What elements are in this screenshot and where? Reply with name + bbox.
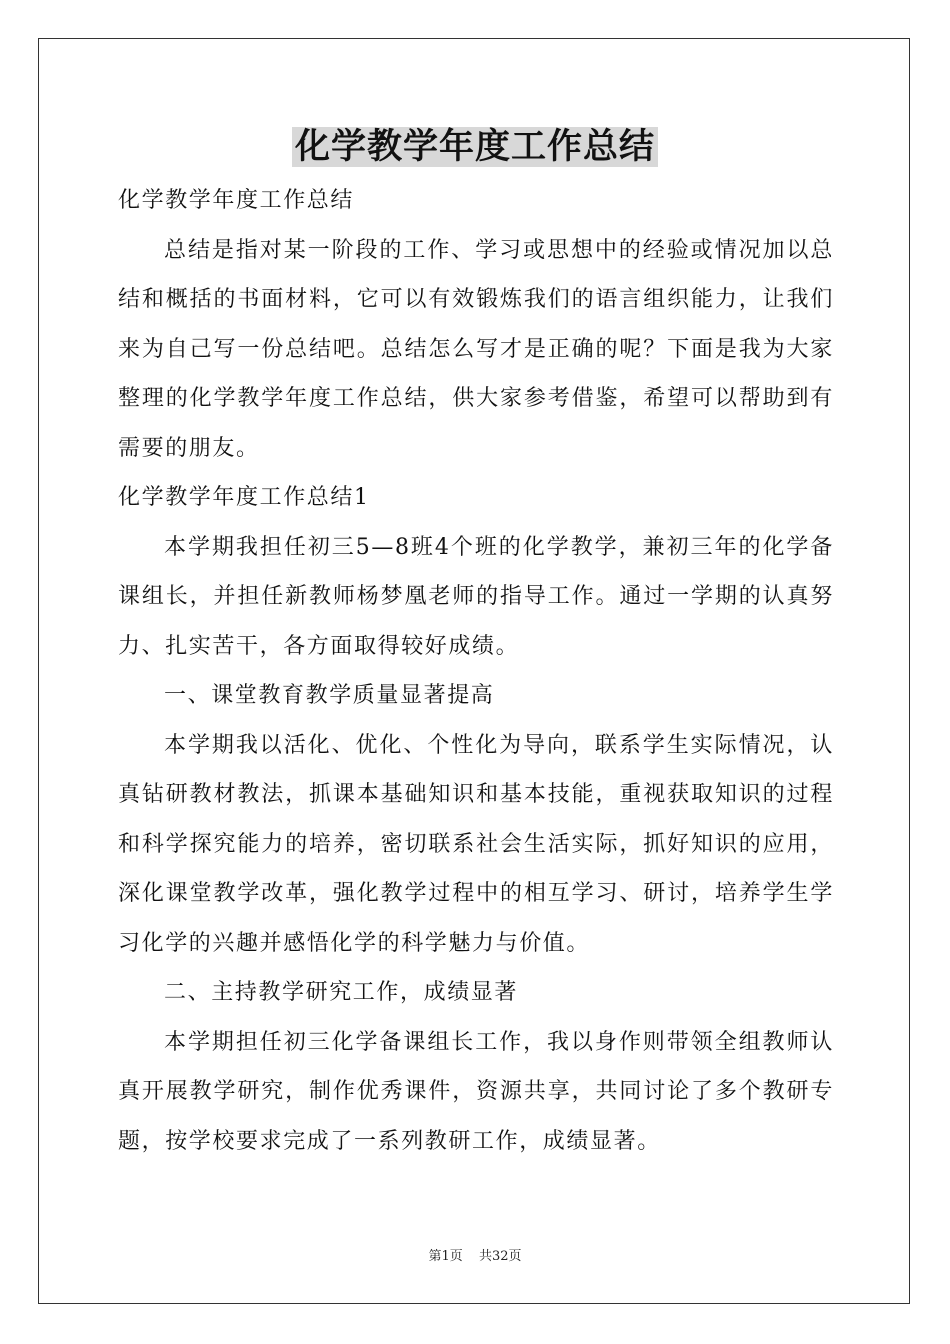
document-body — [118, 176, 834, 1166]
page-total: 共32页 — [478, 1249, 522, 1264]
page-number: 第1页 — [428, 1249, 463, 1264]
document-title — [0, 122, 950, 172]
body-paragraph: 本学期我以活化、优化、个性化为导向，联系学生实际情况，认真钻研教材教法，抓课本基础知识和基本技能，重视获取知识的过程和科学探究能力的培养，密切联系社会生活实际，抓好知识的应用，深化课堂教学改革，强化教学过程中的相互学习、研讨，培养学生学习化学的兴趣并感悟化学的科学魅力与价值。 — [118, 732, 834, 956]
subsection-heading: 一、课堂教育教学质量显著提高 — [164, 683, 495, 708]
body-paragraph: 本学期我担任初三5—8班4个班的化学教学，兼初三年的化学备课组长，并担任新教师杨梦凰老师的指导工作。通过一学期的认真努力、扎实苦干，各方面取得较好成绩。 — [118, 534, 834, 659]
section-heading: 化学教学年度工作总结1 — [118, 485, 370, 510]
intro-paragraph: 总结是指对某一阶段的工作、学习或思想中的经验或情况加以总结和概括的书面材料，它可以有效锻炼我们的语言组织能力，让我们来为自己写一份总结吧。总结怎么写才是正确的呢？下面是我为大家整理的化学教学年度工作总结，供大家参考借鉴，希望可以帮助到有需要的朋友。 — [118, 237, 834, 461]
body-paragraph: 本学期担任初三化学备课组长工作，我以身作则带领全组教师认真开展教学研究，制作优秀课件，资源共享，共同讨论了多个教研专题，按学校要求完成了一系列教研工作，成绩显著。 — [118, 1029, 834, 1154]
document-subtitle: 化学教学年度工作总结 — [118, 188, 355, 213]
document-title-text: 化学教学年度工作总结 — [292, 127, 658, 167]
page-footer — [0, 1248, 950, 1266]
subsection-heading: 二、主持教学研究工作，成绩显著 — [164, 980, 519, 1005]
